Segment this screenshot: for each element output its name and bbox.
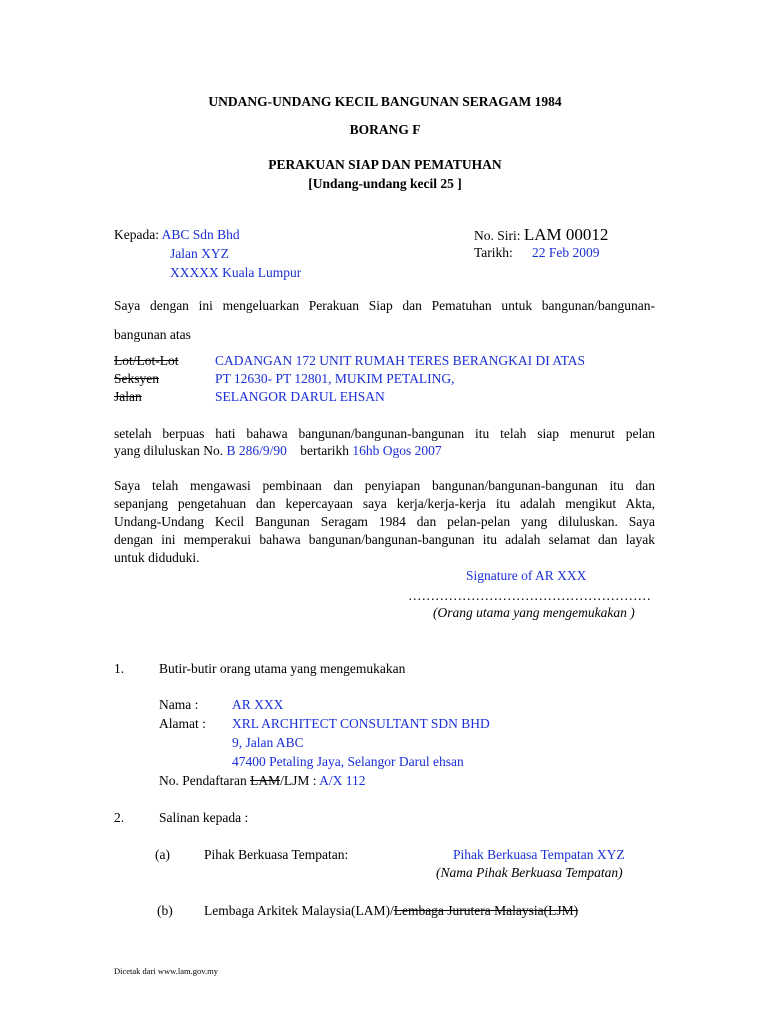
registration-lam: LAM bbox=[250, 773, 281, 788]
declaration-line-3: Undang-Undang Kecil Bangunan Seragam 1984 dan pelan-pelan yang diluluskan. Saya bbox=[114, 514, 655, 529]
name-label: Nama : bbox=[159, 697, 199, 712]
item-b-row bbox=[204, 903, 578, 919]
item-a-label: Pihak Berkuasa Tempatan: bbox=[204, 847, 349, 862]
intro-line-2: bangunan atas bbox=[114, 327, 191, 342]
project-line-2: PT 12630- PT 12801, MUKIM PETALING, bbox=[215, 371, 455, 386]
declaration-line-4: dengan ini memperakui bahawa bangunan/bangunan-bangunan itu adalah selamat dan layak bbox=[114, 532, 655, 547]
item-a-marker: (a) bbox=[155, 847, 170, 862]
project-line-1: CADANGAN 172 UNIT RUMAH TERES BERANGKAI DI ATAS bbox=[215, 353, 586, 368]
serial-label: No. Siri: bbox=[474, 228, 521, 243]
address-line-1: XRL ARCHITECT CONSULTANT SDN BHD bbox=[232, 716, 490, 731]
form-subtitle: PERAKUAN SIAP DAN PEMATUHAN bbox=[268, 157, 502, 172]
approval-line-1: setelah berpuas hati bahawa bangunan/bangunan-bangunan itu telah siap menurut pelan bbox=[114, 426, 655, 441]
signature-line: ……………………………………………… bbox=[408, 588, 651, 603]
section-1-heading: Butir-butir orang utama yang mengemukakan bbox=[159, 661, 406, 676]
item-b-marker: (b) bbox=[157, 903, 173, 918]
declaration-line-5: untuk diduduki. bbox=[114, 550, 200, 565]
dated-label: bertarikh bbox=[300, 443, 349, 458]
section-1-number: 1. bbox=[114, 661, 125, 676]
authority-name: Pihak Berkuasa Tempatan XYZ bbox=[453, 847, 625, 862]
recipient-line-2: Jalan XYZ bbox=[170, 246, 229, 261]
lot-label: Lot/Lot-Lot bbox=[114, 353, 179, 368]
recipient-block bbox=[114, 227, 240, 243]
registration-row bbox=[159, 773, 366, 789]
bylaw-reference: [Undang-undang kecil 25 ] bbox=[308, 176, 462, 191]
registration-value: A/X 112 bbox=[319, 773, 366, 788]
plan-number: B 286/9/90 bbox=[226, 443, 287, 458]
declaration-line-1: Saya telah mengawasi pembinaan dan penyiapan bangunan/bangunan-bangunan itu dan bbox=[114, 478, 655, 493]
address-line-3: 47400 Petaling Jaya, Selangor Darul ehsan bbox=[232, 754, 464, 769]
signature-caption: (Orang utama yang mengemukakan ) bbox=[433, 605, 635, 620]
address-label: Alamat : bbox=[159, 716, 206, 731]
section-2-number: 2. bbox=[114, 810, 125, 825]
plan-date: 16hb Ogos 2007 bbox=[352, 443, 442, 458]
section-2-heading: Salinan kepada : bbox=[159, 810, 249, 825]
recipient-line-1: ABC Sdn Bhd bbox=[161, 227, 240, 242]
approval-prefix: yang diluluskan No. bbox=[114, 443, 224, 458]
intro-line-1: Saya dengan ini mengeluarkan Perakuan Siap dan Pematuhan untuk bangunan/bangunan- bbox=[114, 298, 655, 313]
item-b-struck: Lembaga Jurutera Malaysia(LJM) bbox=[393, 903, 579, 918]
declaration-line-2: sepanjang pengetahuan dan kepercayaan saya kerja/kerja-kerja itu adalah mengikut Akta, bbox=[114, 496, 655, 511]
recipient-line-3: XXXXX Kuala Lumpur bbox=[170, 265, 302, 280]
item-b-label: Lembaga Arkitek Malaysia(LAM)/ bbox=[204, 903, 394, 918]
name-value: AR XXX bbox=[232, 697, 284, 712]
date-label: Tarikh: bbox=[474, 245, 513, 260]
footer-printed-from: Dicetak dari www.lam.gov.my bbox=[114, 966, 218, 976]
authority-caption: (Nama Pihak Berkuasa Tempatan) bbox=[436, 865, 623, 880]
registration-label: No. Pendaftaran bbox=[159, 773, 247, 788]
section-label: Seksyen bbox=[114, 371, 159, 386]
form-title: UNDANG-UNDANG KECIL BANGUNAN SERAGAM 1984 bbox=[208, 94, 562, 109]
address-line-2: 9, Jalan ABC bbox=[232, 735, 304, 750]
signature-value: Signature of AR XXX bbox=[466, 568, 587, 583]
recipient-label: Kepada: bbox=[114, 227, 159, 242]
serial-value: LAM 00012 bbox=[523, 225, 609, 244]
street-label: Jalan bbox=[114, 389, 142, 404]
approval-line-2 bbox=[114, 443, 442, 459]
project-line-3: SELANGOR DARUL EHSAN bbox=[215, 389, 385, 404]
serial-number bbox=[474, 225, 608, 245]
date-value: 22 Feb 2009 bbox=[532, 245, 600, 260]
registration-ljm: /LJM : bbox=[280, 773, 317, 788]
form-name: BORANG F bbox=[349, 122, 421, 137]
